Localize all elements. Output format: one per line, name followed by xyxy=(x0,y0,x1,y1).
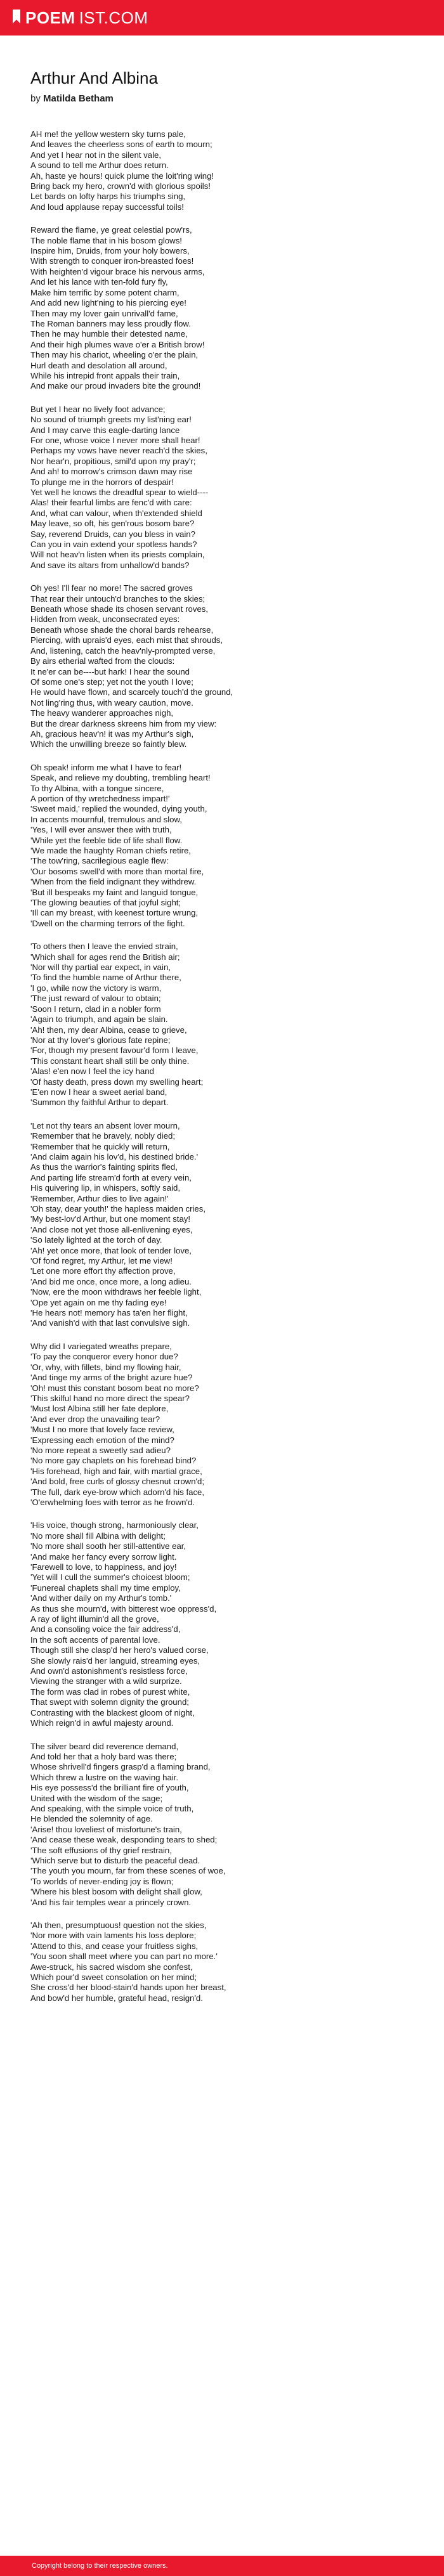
poem-line: AH me! the yellow western sky turns pale, xyxy=(30,129,186,139)
poem-line: His quivering lip, in whispers, softly said, xyxy=(30,1183,181,1193)
poem-line: 'The full, dark eye-brow which adorn'd his face, xyxy=(30,1487,205,1497)
poem-body xyxy=(30,129,414,2003)
poem-line: 'Soon I return, clad in a nobler form xyxy=(30,1004,161,1014)
poem-stanza xyxy=(30,1520,414,1728)
poem-line: The silver beard did reverence demand, xyxy=(30,1741,179,1751)
poem-line: 'O'erwhelming foes with terror as he frown'd. xyxy=(30,1497,195,1507)
poem-line: 'This constant heart shall still be only thine. xyxy=(30,1056,190,1066)
poem-line: And make our proud invaders bite the ground! xyxy=(30,381,201,391)
poem-line: And I may carve this eagle-darting lance xyxy=(30,425,180,435)
poem-line: And a consoling voice the fair address'd, xyxy=(30,1624,181,1634)
poem-line: 'Alas! e'en now I feel the icy hand xyxy=(30,1066,154,1077)
poem-line: Contrasting with the blackest gloom of night, xyxy=(30,1707,195,1718)
poem-line: Ah, gracious heav'n! it was my Arthur's sigh, xyxy=(30,728,194,739)
poem-line: 'To find the humble name of Arthur there, xyxy=(30,973,181,983)
poem-line: 'Let one more effort thy affection prove, xyxy=(30,1266,176,1276)
poem-line: Piercing, with uprais'd eyes, each mist that shrouds, xyxy=(30,635,223,645)
poem-line: 'Ah! yet once more, that look of tender love, xyxy=(30,1245,192,1255)
poem-line: 'His forehead, high and fair, with martial grace, xyxy=(30,1466,202,1476)
poem-line: The Roman banners may less proudly flow. xyxy=(30,318,191,328)
poem-line: For one, whose voice I never more shall hear! xyxy=(30,435,200,445)
poem-line: 'Yet will I cull the summer's choicest bloom; xyxy=(30,1572,190,1582)
poem-line: 'Where his blest bosom with delight shall glow, xyxy=(30,1887,202,1897)
poem-line: And ah! to morrow's crimson dawn may rise xyxy=(30,467,193,477)
poem-line: A sound to tell me Arthur does return. xyxy=(30,160,169,171)
poem-line: As thus the warrior's fainting spirits fled, xyxy=(30,1162,178,1172)
poem-line: 'And cease these weak, desponding tears to shed; xyxy=(30,1835,218,1845)
poem-line: 'And ever drop the unavailing tear? xyxy=(30,1414,160,1424)
poem-line: 'And bid me once, once more, a long adieu. xyxy=(30,1276,192,1286)
poem-line: 'To others then I leave the envied strain, xyxy=(30,942,178,952)
poem-line: Viewing the stranger with a wild surprize. xyxy=(30,1676,182,1686)
poem-line: Let bards on lofty harps his triumphs sing, xyxy=(30,191,186,202)
poem-line: 'Remember, Arthur dies to live again!' xyxy=(30,1193,169,1203)
poem-line: That swept with solemn dignity the ground; xyxy=(30,1697,189,1707)
poem-line: The heavy wanderer approaches nigh, xyxy=(30,708,174,718)
poem-line: Of some one's step; yet not the youth I love; xyxy=(30,676,193,687)
poem-line: And save its altars from unhallow'd bands? xyxy=(30,560,190,570)
poem-line: And yet I hear not in the silent vale, xyxy=(30,150,161,160)
poem-line: The form was clad in robes of purest white, xyxy=(30,1686,190,1697)
poem-line: 'Or, why, with fillets, bind my flowing hair, xyxy=(30,1362,181,1372)
poem-line: In the soft accents of parental love. xyxy=(30,1634,160,1645)
poem-line: Hidden from weak, unconsecrated eyes: xyxy=(30,614,180,625)
poem-line: 'Remember that he quickly will return, xyxy=(30,1141,170,1151)
poem-line: 'And tinge my arms of the bright azure hue? xyxy=(30,1373,193,1383)
poem-line: 'Must lost Albina still her fate deplore, xyxy=(30,1404,169,1414)
site-footer xyxy=(0,2556,444,2576)
poem-line: 'And bold, free curls of glossy chesnut crown'd; xyxy=(30,1477,205,1487)
poem-line: 'Sweet maid,' replied the wounded, dying youth, xyxy=(30,804,207,814)
poem-line: He would have flown, and scarcely touch'd the ground, xyxy=(30,687,233,697)
poem-line: 'Which shall for ages rend the British air; xyxy=(30,952,180,962)
poem-line: 'And wither daily on my Arthur's tomb.' xyxy=(30,1593,172,1603)
poem-title: Arthur And Albina xyxy=(30,68,158,87)
poem-line: Then may his chariot, wheeling o'er the plain, xyxy=(30,350,199,360)
poem-line: Nor hear'n, propitious, smil'd upon my pray'r; xyxy=(30,456,196,466)
poem-line: Why did I variegated wreaths prepare, xyxy=(30,1341,172,1351)
logo-text-bold: POEM xyxy=(25,8,75,27)
poem-line: 'But ill bespeaks my faint and languid tongue, xyxy=(30,887,199,897)
author-link[interactable]: Matilda Betham xyxy=(43,93,114,104)
poem-stanza xyxy=(30,129,414,212)
poem-line: With strength to conquer iron-breasted foes! xyxy=(30,256,194,266)
poem-line: And, what can valour, when th'extended shield xyxy=(30,508,202,518)
poem-line: To thy Albina, with a tongue sincere, xyxy=(30,783,164,793)
poem-line: 'The just reward of valour to obtain; xyxy=(30,994,161,1004)
poem-line: With heighten'd vigour brace his nervous arms, xyxy=(30,266,205,276)
poem-line: To plunge me in the horrors of despair! xyxy=(30,477,174,487)
poem-line: Say, reverend Druids, can you bless in vain? xyxy=(30,529,195,539)
poem-line: A portion of thy wretchedness impart!' xyxy=(30,793,170,803)
poem-line: Perhaps my vows have never reach'd the skies, xyxy=(30,446,207,456)
poem-line: 'Arise! thou loveliest of misfortune's train, xyxy=(30,1824,182,1834)
poem-line: 'Remember that he bravely, nobly died; xyxy=(30,1131,176,1141)
poem-stanza xyxy=(30,763,414,929)
poem-line: 'No more shall fill Albina with delight; xyxy=(30,1531,166,1541)
poem-line: Which the unwilling breeze so faintly blew. xyxy=(30,739,187,749)
poem-stanza xyxy=(30,1742,414,1908)
site-logo[interactable] xyxy=(11,8,148,28)
poem-line: 'This skilful hand no more direct the spear? xyxy=(30,1393,190,1403)
poem-line: 'And his fair temples wear a princely crown. xyxy=(30,1897,192,1907)
poem-line: 'Nor at thy lover's glorious fate repine; xyxy=(30,1035,171,1045)
poem-line: 'Let not thy tears an absent lover mourn, xyxy=(30,1120,180,1130)
poem-line: 'And vanish'd with that last convulsive sigh. xyxy=(30,1318,190,1328)
poem-line: 'Ah then, presumptuous! question not the skies, xyxy=(30,1920,207,1930)
poem-line: She cross'd her blood-stain'd hands upon her breast, xyxy=(30,1983,226,1993)
poem-line: Reward the flame, ye great celestial pow'rs, xyxy=(30,225,192,235)
poem-line: And parting life stream'd forth at every vein, xyxy=(30,1172,192,1182)
poem-line: 'For, though my present favour'd form I leave, xyxy=(30,1045,199,1056)
poem-stanza xyxy=(30,942,414,1108)
poem-line: That rear their untouch'd branches to the skies; xyxy=(30,593,206,604)
poem-line: 'Attend to this, and cease your fruitless sighs, xyxy=(30,1941,199,1951)
poem-line: As thus she mourn'd, with bitterest woe oppress'd, xyxy=(30,1603,217,1614)
poem-line: 'He hears not! memory has ta'en her flight, xyxy=(30,1308,188,1318)
poem-line: 'My best-lov'd Arthur, but one moment stay! xyxy=(30,1214,191,1224)
poem-line: 'Of hasty death, press down my swelling heart; xyxy=(30,1077,204,1087)
poem-line: 'We made the haughty Roman chiefs retire, xyxy=(30,846,191,855)
poem-line: 'Funereal chaplets shall my time employ, xyxy=(30,1582,181,1593)
poem-line: 'Nor will thy partial ear expect, in vain, xyxy=(30,962,171,973)
poem-line: 'Ill can my breast, with keenest torture wrung, xyxy=(30,908,199,918)
poem-line: Though still she clasp'd her hero's valued corse, xyxy=(30,1645,209,1655)
poem-line: 'Expressing each emotion of the mind? xyxy=(30,1435,174,1445)
poem-line: Oh speak! inform me what I have to fear! xyxy=(30,762,182,772)
poem-line: The noble flame that in his bosom glows! xyxy=(30,235,182,245)
poem-line: And leaves the cheerless sons of earth to mourn; xyxy=(30,139,212,150)
poem-line: 'Summon thy faithful Arthur to depart. xyxy=(30,1097,169,1108)
poem-container xyxy=(0,36,414,2003)
poem-line: 'E'en now I hear a sweet aerial band, xyxy=(30,1087,167,1097)
poem-stanza xyxy=(30,583,414,750)
poem-line: Then he may humble their detested name, xyxy=(30,329,188,339)
poem-line: Can you in vain extend your spotless hands? xyxy=(30,540,197,550)
poem-line: While his intrepid front appals their train, xyxy=(30,370,180,380)
poem-line: 'Ope yet again on me thy fading eye! xyxy=(30,1297,167,1307)
poem-line: Hurl death and desolation all around, xyxy=(30,360,167,370)
poem-stanza xyxy=(30,1121,414,1329)
poem-line: And add new light'ning to his piercing eye! xyxy=(30,298,186,308)
poem-line: Make him terrific by some potent charm, xyxy=(30,287,180,297)
poem-line: 'And make her fancy every sorrow light. xyxy=(30,1551,177,1562)
poem-line: 'No more repeat a sweetly sad adieu? xyxy=(30,1445,171,1455)
poem-line: And speaking, with the simple voice of truth, xyxy=(30,1803,194,1813)
poem-stanza xyxy=(30,1342,414,1508)
poem-line: Bring back my hero, crown'd with glorious spoils! xyxy=(30,181,211,191)
poem-line: By airs etherial wafted from the clouds: xyxy=(30,656,175,666)
poem-line: Whose shrivell'd fingers grasp'd a flaming brand, xyxy=(30,1762,211,1772)
poem-line: No sound of triumph greets my list'ning ear! xyxy=(30,415,192,425)
poem-line: Then may my lover gain unrivall'd fame, xyxy=(30,308,178,318)
poem-line: But yet I hear no lively foot advance; xyxy=(30,404,166,414)
poem-line: 'I go, while now the victory is warm, xyxy=(30,983,162,993)
poem-line: 'Again to triumph, and again be slain. xyxy=(30,1014,168,1025)
poem-line: Will not heav'n listen when its priests complain, xyxy=(30,550,205,560)
poem-line: 'Farewell to love, to happiness, and joy! xyxy=(30,1562,177,1572)
poem-line: And own'd astonishment's resistless force, xyxy=(30,1666,188,1676)
poem-line: 'When from the field indignant they withdrew. xyxy=(30,877,197,887)
poem-line: It ne'er can be----but hark! I hear the sound xyxy=(30,666,190,676)
poem-line: 'Our bosoms swell'd with more than mortal fire, xyxy=(30,866,204,876)
poem-line: He blended the solemnity of age. xyxy=(30,1814,153,1824)
poem-line: Beneath whose shade the choral bards rehearse, xyxy=(30,625,214,635)
poem-line: His eye possess'd the brilliant fire of youth, xyxy=(30,1783,189,1793)
poem-line: 'Oh stay, dear youth!' the hapless maiden cries, xyxy=(30,1204,206,1214)
poem-line: 'No more shall sooth her still-attentive ear, xyxy=(30,1541,186,1551)
poem-line: 'Of fond regret, my Arthur, let me view! xyxy=(30,1256,173,1266)
poem-line: 'Which serve but to disturb the peaceful dead. xyxy=(30,1855,200,1865)
poem-line: 'You soon shall meet where you can part no more.' xyxy=(30,1951,218,1962)
poem-line: 'To worlds of never-ending joy is flown; xyxy=(30,1876,174,1886)
logo-text-light: IST.COM xyxy=(79,8,148,27)
poem-line: She slowly rais'd her languid, streaming eyes, xyxy=(30,1655,200,1666)
byline-prefix: by xyxy=(30,93,41,104)
poem-line: 'Dwell on the charming terrors of the fight. xyxy=(30,918,185,928)
poem-line: 'The soft effusions of thy grief restrain, xyxy=(30,1845,172,1855)
poem-line: In accents mournful, tremulous and slow, xyxy=(30,814,182,824)
poem-line: 'To pay the conqueror every honor due? xyxy=(30,1352,178,1362)
poem-line: A ray of light illumin'd all the grove, xyxy=(30,1614,159,1624)
poem-line: 'The glowing beauties of that joyful sight; xyxy=(30,898,181,908)
site-header xyxy=(0,0,444,36)
poem-line: Speak, and relieve my doubting, trembling heart! xyxy=(30,773,211,783)
poem-line: Not ling'ring thus, with weary caution, move. xyxy=(30,697,193,708)
poem-line: 'While yet the feeble tide of life shall flow. xyxy=(30,835,183,845)
poem-line: 'The tow'ring, sacrilegious eagle flew: xyxy=(30,856,169,866)
poem-line: Which threw a lustre on the waving hair. xyxy=(30,1772,179,1782)
poem-line: And let his lance with ten-fold fury fly, xyxy=(30,277,168,287)
poem-stanza xyxy=(30,405,414,571)
poem-line: Oh yes! I'll fear no more! The sacred groves xyxy=(30,583,193,593)
quill-flag-icon xyxy=(11,10,22,26)
poem-line: Alas! their fearful limbs are fenc'd with care: xyxy=(30,498,192,508)
poem-line: United with the wisdom of the sage; xyxy=(30,1793,163,1803)
copyright-text: Copyright belong to their respective owners. xyxy=(32,2562,168,2570)
poem-line: 'Must I no more that lovely face review, xyxy=(30,1425,174,1435)
poem-line: But the drear darkness skreens him from my view: xyxy=(30,718,217,728)
poem-line: Beneath whose shade its chosen servant roves, xyxy=(30,604,209,614)
poem-line: And bow'd her humble, grateful head, resign'd. xyxy=(30,1993,203,2003)
poem-line: And loud applause repay successful toils! xyxy=(30,202,184,212)
poem-line: And their high plumes wave o'er a British brow! xyxy=(30,339,205,349)
byline xyxy=(30,93,414,104)
poem-line: And told her that a holy bard was there; xyxy=(30,1751,177,1761)
poem-line: 'So lately lighted at the torch of day. xyxy=(30,1235,162,1245)
poem-line: Yet well he knows the dreadful spear to wield---- xyxy=(30,488,209,497)
poem-line: 'The youth you mourn, far from these scenes of woe, xyxy=(30,1866,226,1876)
poem-line: 'And claim again his lov'd, his destined bride.' xyxy=(30,1151,199,1162)
poem-line: 'Ah! then, my dear Albina, cease to grieve, xyxy=(30,1025,187,1035)
poem-line: Inspire him, Druids, from your holy bowers, xyxy=(30,246,190,256)
poem-line: 'No more gay chaplets on his forehead bind? xyxy=(30,1456,197,1466)
poem-line: 'Now, ere the moon withdraws her feeble light, xyxy=(30,1287,202,1297)
poem-line: Ah, haste ye hours! quick plume the loit'ring wing! xyxy=(30,171,214,181)
poem-line: May leave, so oft, his gen'rous bosom bare? xyxy=(30,519,195,529)
poem-line: 'Oh! must this constant bosom beat no more? xyxy=(30,1383,199,1393)
poem-line: Which reign'd in awful majesty around. xyxy=(30,1718,174,1728)
poem-line: 'Yes, I will ever answer thee with truth, xyxy=(30,825,172,835)
poem-stanza xyxy=(30,1920,414,2003)
poem-line: Awe-struck, his sacred wisdom she confest, xyxy=(30,1962,193,1972)
poem-line: 'Nor more with vain laments his loss deplore; xyxy=(30,1931,197,1941)
poem-line: 'His voice, though strong, harmoniously clear, xyxy=(30,1520,199,1531)
poem-line: And, listening, catch the heav'nly-prompted verse, xyxy=(30,645,216,656)
poem-stanza xyxy=(30,225,414,392)
poem-line: Which pour'd sweet consolation on her mind; xyxy=(30,1972,197,1983)
poem-line: 'And close not yet those all-enlivening eyes, xyxy=(30,1224,193,1234)
